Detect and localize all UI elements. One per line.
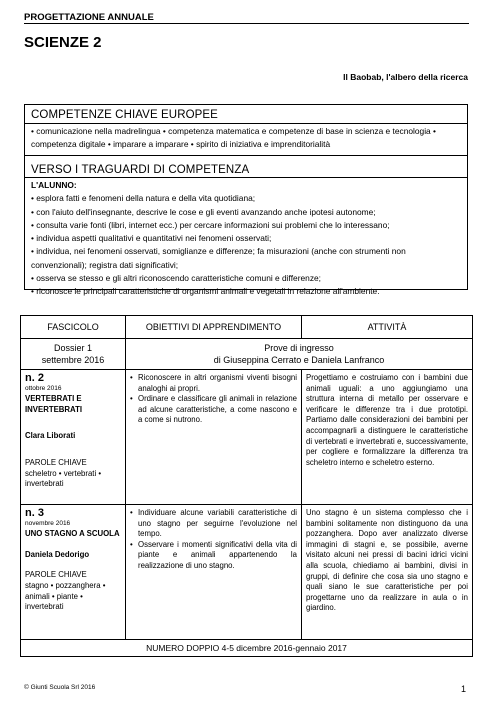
header-label: PROGETTAZIONE ANNUALE [24,12,154,23]
table-header-row [21,316,473,339]
objective-item: • Individuare alcune variabili caratteristiche di uno stagno per seguirne l'evoluzione nel tempo. [138,508,297,540]
col-header-attivita: ATTIVITÀ [302,316,473,339]
traguardi-heading: VERSO I TRAGUARDI DI COMPETENZA [31,164,250,176]
dossier-date: settembre 2016 [41,355,105,365]
fascicolo-cell [21,505,126,640]
col-header-obiettivi: OBIETTIVI DI APPRENDIMENTO [126,316,302,339]
traguardi-item: • osserva se stesso e gli altri riconoscendo caratteristiche comuni e differenze; [31,273,321,284]
box-divider [25,155,467,156]
competenze-rule [25,123,467,124]
copyright: © Giunti Scuola Srl 2016 [24,684,96,691]
traguardi-list [31,179,463,299]
page-title: SCIENZE 2 [24,34,102,51]
traguardi-item: • individua, nei fenomeni osservati, somiglianze e differenze; fa misurazioni (anche con strumenti non convenzionali); registra dati significativi; [31,246,406,270]
traguardi-item: • esplora fatti e fenomeni della natura e della vita quotidiana; [31,193,256,204]
objective-item: • Riconoscere in altri organismi viventi bisogni analoghi ai propri. [138,373,297,394]
page-number: 1 [460,684,466,694]
double-issue-cell: NUMERO DOPPIO 4-5 dicembre 2016-gennaio 2017 [21,640,473,657]
prove-cell [126,339,473,370]
competences-box [24,104,468,297]
dossier-label: Dossier 1 [53,343,92,353]
dossier-cell [21,339,126,370]
table-row-dossier [21,339,473,370]
fascicolo-topic: VERTEBRATI E INVERTEBRATI [25,394,83,414]
fascicolo-number: n. 2 [25,372,44,384]
keywords-text: scheletro • vertebrati • invertebrati [25,468,102,489]
fascicolo-author: Clara Liborati [25,431,76,441]
traguardi-rule [25,177,467,178]
traguardi-item: • consulta varie fonti (libri, internet ecc.) per cercare informazioni sui problemi che lo interessano; [31,219,390,230]
objective-item: • Osservare i momenti significativi della vita di piante e animali appartenendo la realizzazione di uno stagno. [138,540,297,572]
fascicolo-number: n. 3 [25,507,44,519]
traguardi-item: • individua aspetti qualitativi e quantitativi nei fenomeni osservati; [31,233,272,244]
table-row [21,370,473,505]
page-subtitle: Il Baobab, l'albero della ricerca [343,72,468,82]
table-row-footer [21,640,473,657]
activity-cell: Progettiamo e costruiamo con i bambini due animali uguali: a uno aggiungiamo una struttura interna di metallo per osservare e verificare le differenze tra i due prototipi. Partiamo dalle considerazioni dei bambini per accompagnarli a distinguere le caratteristiche di vertebrati e invertebrati e, successivamente, per cogliere e formalizzare la differenza tra scheletro interno e scheletro esterno. [302,370,473,505]
objectives-cell [126,370,302,505]
activity-cell: Uno stagno è un sistema complesso che i bambini solitamente non distinguono da una pozzanghera. Dopo aver analizzato diverse immagini di stagni e, se possibile, averne visitato alcuni nei pressi di bacini idrici vicini alla scuola, chiediamo ai bambini, divisi in gruppi, di definire che cosa sia uno stagno e quali siano le sue caratteristiche per poi progettarne uno da realizzare in aula o in giardino. [302,505,473,640]
objective-item: • Ordinare e classificare gli animali in relazione ad alcune caratteristiche, a come nascono e a come si nutrono. [138,394,297,426]
header-rule [24,23,469,24]
keywords-label: PAROLE CHIAVE [25,457,87,467]
competenze-text: • comunicazione nella madrelingua • competenza matematica e competenze di base in scienza e tecnologia • competenza digitale • imparare a imparare • spirito di iniziativa e imprenditorialità [31,126,436,150]
table-row [21,505,473,640]
objectives-cell [126,505,302,640]
col-header-fascicolo: FASCICOLO [21,316,126,339]
keywords-text: stagno • pozzanghera • animali • piante • invertebrati [25,580,106,612]
fascicolo-date: novembre 2016 [25,519,71,527]
traguardi-item: • con l'aiuto dell'insegnante, descrive le cose e gli eventi avanzando anche ipotesi autonome; [31,206,376,217]
program-table [20,315,473,657]
competenze-heading: COMPETENZE CHIAVE EUROPEE [31,109,218,121]
fascicolo-topic: UNO STAGNO A SCUOLA [25,529,120,539]
traguardi-item: • riconosce le principali caratteristiche di organismi animali e vegetali in relazione all'ambiente. [31,286,380,297]
traguardi-intro: L'ALUNNO: [31,180,77,190]
prove-title: Prove di ingresso [264,343,334,353]
fascicolo-cell [21,370,126,505]
prove-authors: di Giuseppina Cerrato e Daniela Lanfranco [213,355,385,365]
keywords-label: PAROLE CHIAVE [25,570,87,580]
fascicolo-author: Daniela Dedorigo [25,549,90,559]
fascicolo-date: ottobre 2016 [25,384,62,392]
